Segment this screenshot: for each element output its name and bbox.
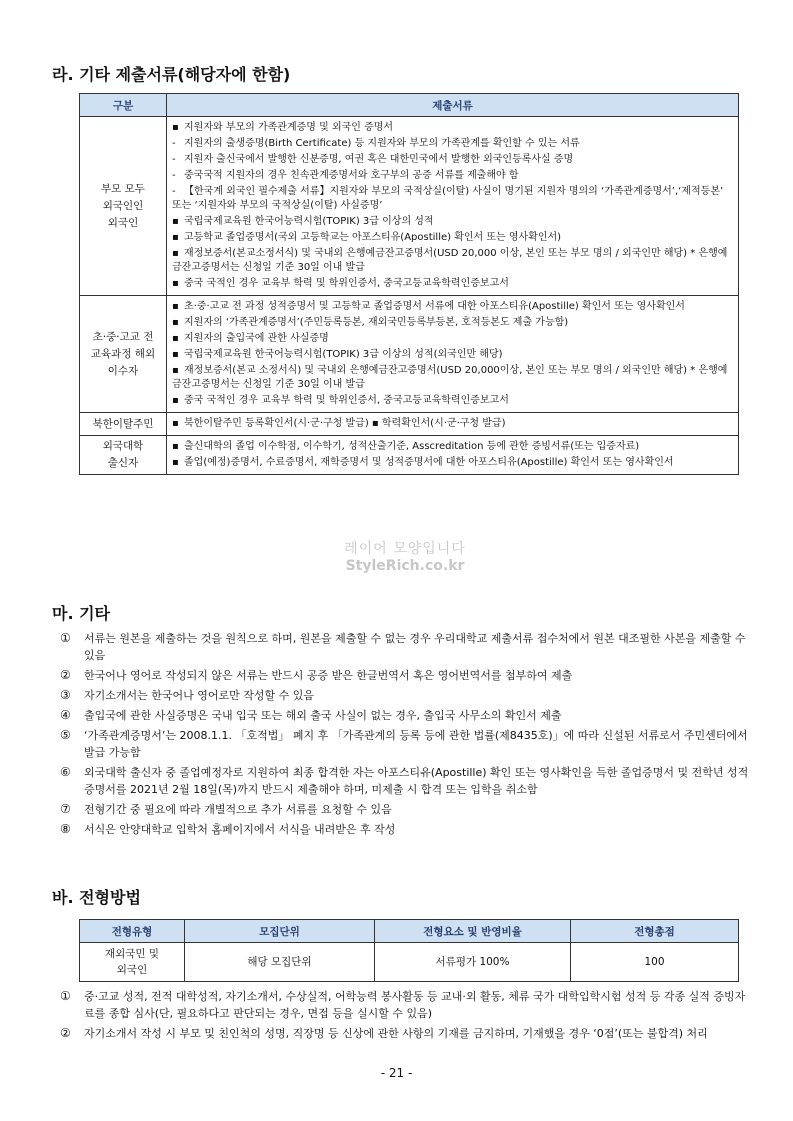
list-item (60, 821, 750, 838)
row-items (167, 436, 739, 475)
header-category: 구분 (80, 94, 167, 117)
item-marker: ▪ (172, 395, 179, 406)
table-row (80, 413, 739, 436)
item-text: 외국대학 출신자 중 졸업예정자로 지원하여 최종 합격한 자는 아포스티유(Apostille) 확인 또는 영사확인을 득한 졸업증명서 및 전학년 성적증명서를 2021년 2월 18일(목)까지 반드시 제출해야 하며, 미제출 시 합격 또는 입학을 취소함 (84, 766, 749, 796)
item-number: ② (60, 668, 71, 682)
item-number: ⑥ (60, 765, 71, 779)
item-text: 국립국제교육원 한국어능력시험(TOPIK) 3급 이상의 성적(외국인만 해당) (184, 349, 503, 360)
row-category: 초·중·고교 전 교육과정 해외 이수자 (80, 296, 167, 413)
list-item (172, 121, 734, 135)
cell-type: 재외국민 및 외국인 (80, 943, 185, 982)
list-item (60, 707, 750, 724)
row-items (167, 117, 739, 296)
list-item (172, 247, 734, 275)
cell-elements: 서류평가 100% (375, 943, 571, 982)
item-number: ⑤ (60, 728, 71, 742)
row-category: 외국대학 출신자 (80, 436, 167, 475)
header-elements: 전형요소 및 반영비율 (375, 920, 571, 943)
list-item (172, 348, 734, 362)
item-text: 지원자 출신국에서 발행한 신분증명, 여권 혹은 대한민국에서 발행한 외국인등록사실 증명 (184, 154, 574, 165)
list-item (172, 316, 734, 330)
table-row (80, 943, 739, 982)
list-item (172, 137, 734, 151)
watermark-line2: StyleRich.co.kr (345, 558, 465, 574)
item-text: 북한이탈주민 등록확인서(시·군·구청 발급) ▪ 학력확인서(시·군·구청 발급) (184, 418, 506, 429)
item-text: 출신대학의 졸업 이수학점, 이수학기, 성적산출기준, Asscreditation 등에 관한 증빙서류(또는 입증자료) (184, 441, 640, 452)
table-row (80, 436, 739, 475)
item-number: ③ (60, 688, 71, 702)
selection-table (79, 919, 739, 982)
item-text: 재정보증서(본교소정서식) 및 국내외 은행예금잔고증명서(USD 20,000 이상, 본인 또는 부모 명의 / 외국인만 해당) * 은행예금잔고증명서는 신청일 기준 30일 이내 발급 (172, 248, 728, 273)
item-text: ‘가족관계증명서’는 2008.1.1. 「호적법」 폐지 후 「가족관계의 등록 등에 관한 법률(제8435호)」에 따라 신설된 서류로서 주민센터에서 발급 가능함 (84, 729, 748, 759)
item-text: 고등학교 졸업증명서(국외 고등학교는 아포스티유(Apostille) 확인서 또는 영사확인서) (184, 232, 562, 243)
item-text: 중국 국적인 경우 교육부 학력 및 학위인증서, 중국고등교육학력인증보고서 (184, 395, 509, 406)
item-text: 출입국에 관한 사실증명은 국내 입국 또는 해외 출국 사실이 없는 경우, 출입국 사무소의 확인서 제출 (84, 709, 562, 722)
list-item (172, 300, 734, 314)
row-items (167, 413, 739, 436)
item-text: 한국어나 영어로 작성되지 않은 서류는 반드시 공증 받은 한글번역서 혹은 영어번역서를 첨부하여 제출 (84, 669, 573, 682)
list-item (172, 417, 734, 431)
cell-total: 100 (571, 943, 739, 982)
item-marker: ▪ (172, 278, 179, 289)
list-item (172, 231, 734, 245)
list-item (60, 630, 750, 664)
item-text: 서식은 안양대학교 입학처 홈페이지에서 서식을 내려받은 후 작성 (84, 823, 396, 836)
item-text: 전형기간 중 필요에 따라 개별적으로 추가 서류를 요청할 수 있음 (84, 803, 392, 816)
documents-table (79, 93, 739, 475)
table-row (80, 296, 739, 413)
selection-table-header (80, 920, 739, 943)
item-marker: - (172, 154, 176, 165)
list-item (172, 277, 734, 291)
item-marker: ▪ (172, 333, 179, 344)
documents-table-header (80, 94, 739, 117)
header-unit: 모집단위 (185, 920, 375, 943)
section-title-ra: 라. 기타 제출서류(해당자에 한함) (52, 65, 291, 84)
item-text: 지원자의 출생증명(Birth Certificate) 등 지원자와 부모의 가족관계를 확인할 수 있는 서류 (184, 138, 580, 149)
item-number: ⑧ (60, 822, 71, 836)
list-item (172, 440, 734, 454)
row-category: 북한이탈주민 (80, 413, 167, 436)
item-marker: ▪ (172, 216, 179, 227)
item-marker: ▪ (172, 418, 179, 429)
item-marker: ▪ (172, 301, 179, 312)
item-marker: - (172, 138, 176, 149)
list-item (60, 1025, 750, 1042)
item-marker: ▪ (172, 248, 179, 259)
item-text: 재정보증서(본교 소정서식) 및 국내외 은행예금잔고증명서(USD 20,000이상, 본인 또는 부모 명의 / 외국인만 해당) * 은행예금잔고증명서는 신청일 기준 30일 이내 발급 (172, 365, 728, 390)
header-type: 전형유형 (80, 920, 185, 943)
item-text: 졸업(예정)증명서, 수료증명서, 재학증명서 및 성적증명서에 대한 아포스티유(Apostille) 확인서 또는 영사확인서 (184, 457, 674, 468)
page-number: - 21 - (380, 1066, 413, 1080)
section-title-ba: 바. 전형방법 (52, 888, 141, 907)
item-text: 서류는 원본을 제출하는 것을 원칙으로 하며, 원본을 제출할 수 없는 경우 우리대학교 제출서류 접수처에서 원본 대조필한 사본을 제출할 수 있음 (84, 632, 746, 662)
item-marker: - (172, 170, 176, 181)
item-text: 중국국적 지원자의 경우 친속관계증명서와 호구부의 공증 서류를 제출해야 함 (184, 170, 519, 181)
item-text: 중·고교 성적, 전적 대학성적, 자기소개서, 수상실적, 어학능력 봉사활동 등 교내·외 활동, 체류 국가 대학입학시험 성적 등 각종 실적 증빙자료를 종합 심사(단, 필요하다고 판단되는 경우, 면접 등을 실시할 수 있음) (84, 990, 746, 1020)
item-text: 지원자의 ‘가족관계증명서’(주민등록등본, 재외국민등록부등본, 호적등본도 제출 가능함) (184, 317, 569, 328)
item-number: ⑦ (60, 802, 71, 816)
item-marker: ▪ (172, 457, 179, 468)
row-items (167, 296, 739, 413)
watermark-line1: 레이어 모양입니다 (344, 541, 466, 557)
list-item (172, 153, 734, 167)
item-marker: ▪ (172, 122, 179, 133)
header-documents: 제출서류 (167, 94, 739, 117)
list-item (60, 667, 750, 684)
list-item (60, 727, 750, 761)
item-marker: - (172, 186, 176, 197)
list-item (172, 332, 734, 346)
selection-notes-list (60, 988, 750, 1045)
list-item (60, 988, 750, 1022)
item-marker: ▪ (172, 232, 179, 243)
item-number: ④ (60, 708, 71, 722)
item-marker: ▪ (172, 441, 179, 452)
item-text: 지원자의 출입국에 관한 사실증명 (184, 333, 329, 344)
list-item (172, 185, 734, 213)
table-row (80, 117, 739, 296)
list-item (172, 169, 734, 183)
cell-unit: 해당 모집단위 (185, 943, 375, 982)
list-item (60, 801, 750, 818)
item-number: ① (60, 631, 71, 645)
item-text: 자기소개서 작성 시 부모 및 친인척의 성명, 직장명 등 신상에 관한 사항의 기재를 금지하며, 기재했을 경우 ‘0점’(또는 불합격) 처리 (84, 1027, 708, 1040)
list-item (172, 215, 734, 229)
list-item (60, 687, 750, 704)
item-marker: ▪ (172, 317, 179, 328)
item-text: 초·중·고교 전 과정 성적증명서 및 고등학교 졸업증명서 서류에 대한 아포스티유(Apostille) 확인서 또는 영사확인서 (184, 301, 685, 312)
item-text: 【한국계 외국인 필수제출 서류】지원자와 부모의 국적상실(이탈) 사실이 명기된 지원자 명의의 ‘가족관계증명서’,‘제적등본’ 또는 ‘지원자와 부모의 국적상실(이탈) 사실증명’ (172, 186, 724, 211)
item-marker: ▪ (172, 349, 179, 360)
list-item (172, 394, 734, 408)
item-text: 국립국제교육원 한국어능력시험(TOPIK) 3급 이상의 성적 (184, 216, 434, 227)
item-marker: ▪ (172, 365, 179, 376)
item-text: 중국 국적인 경우 교육부 학력 및 학위인증서, 중국고등교육학력인증보고서 (184, 278, 509, 289)
item-number: ① (60, 989, 71, 1003)
item-text: 자기소개서는 한국어나 영어로만 작성할 수 있음 (84, 689, 315, 702)
item-text: 지원자와 부모의 가족관계증명 및 외국인 증명서 (184, 122, 394, 133)
header-total: 전형총점 (571, 920, 739, 943)
row-category: 부모 모두 외국인인 외국인 (80, 117, 167, 296)
etc-notes-list (60, 630, 750, 841)
list-item (60, 764, 750, 798)
section-title-ma: 마. 기타 (52, 604, 111, 623)
list-item (172, 364, 734, 392)
item-number: ② (60, 1026, 71, 1040)
watermark (330, 538, 480, 574)
list-item (172, 456, 734, 470)
